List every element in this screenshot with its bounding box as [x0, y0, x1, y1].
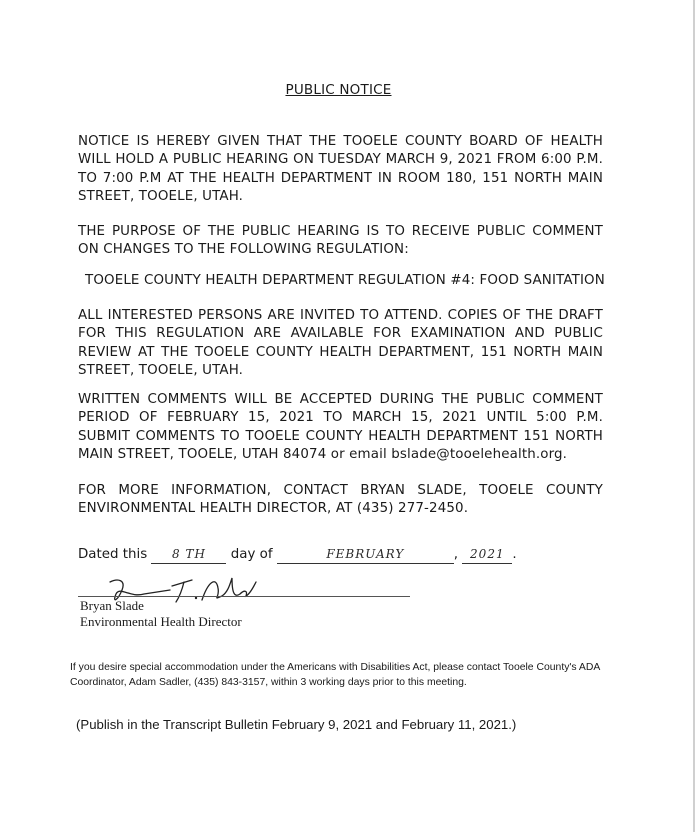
dated-suffix: . [512, 547, 517, 562]
dated-separator: , [453, 547, 459, 562]
signature-line [78, 596, 410, 597]
ada-notice: If you desire special accommodation under the Americans with Disabilities Act, please contact Tooele County's ADA Coordinator, Adam Sadler, (435) 843-3157, within 3 working days prior to this meeting. [70, 662, 600, 688]
dated-middle: day of [230, 547, 273, 562]
purpose-paragraph: THE PURPOSE OF THE PUBLIC HEARING IS TO RECEIVE PUBLIC COMMENT ON CHANGES TO THE FOLLOWING REGULATION: [78, 224, 603, 258]
notice-title: PUBLIC NOTICE [285, 82, 392, 98]
contact-paragraph: FOR MORE INFORMATION, CONTACT BRYAN SLADE, TOOELE COUNTY ENVIRONMENTAL HEALTH DIRECTOR, AT (435) 277-2450. [78, 483, 603, 517]
month-handwritten: FEBRUARY [326, 547, 405, 561]
month-blank [277, 547, 454, 564]
year-handwritten: 2021 [470, 547, 505, 561]
signer-title: Environmental Health Director [80, 614, 242, 629]
dated-line [78, 547, 517, 564]
hearing-paragraph: NOTICE IS HEREBY GIVEN THAT THE TOOELE COUNTY BOARD OF HEALTH WILL HOLD A PUBLIC HEARING ON TUESDAY MARCH 9, 2021 FROM 6:00 P.M. TO 7:00 P.M AT THE HEALTH DEPARTMENT IN ROOM 180, 151 NORTH MAIN STREET, TOOELE, UTAH. [78, 134, 603, 204]
invitation-paragraph: ALL INTERESTED PERSONS ARE INVITED TO ATTEND. COPIES OF THE DRAFT FOR THIS REGULATION ARE AVAILABLE FOR EXAMINATION AND PUBLIC REVIEW AT THE TOOELE COUNTY HEALTH DEPARTMENT, 151 NORTH MAIN STREET, TOOELE, UTAH. [78, 308, 603, 378]
day-handwritten: 8 TH [172, 547, 206, 561]
year-blank [462, 547, 512, 564]
day-blank [151, 547, 226, 564]
comments-paragraph: WRITTEN COMMENTS WILL BE ACCEPTED DURING THE PUBLIC COMMENT PERIOD OF FEBRUARY 15, 2021 TO MARCH 15, 2021 UNTIL 5:00 P.M. SUBMIT COMMENTS TO TOOELE COUNTY HEALTH DEPARTMENT 151 NORTH MAIN STREET, TOOELE, UTAH 84074 or email bslade@tooelehealth.org. [78, 392, 603, 462]
dated-prefix: Dated this [78, 547, 148, 562]
publish-note: (Publish in the Transcript Bulletin February 9, 2021 and February 11, 2021.) [76, 717, 517, 732]
signer-name: Bryan Slade [80, 598, 144, 613]
page-edge-shadow [693, 0, 695, 832]
regulation-title: TOOELE COUNTY HEALTH DEPARTMENT REGULATION #4: FOOD SANITATION [85, 273, 605, 288]
